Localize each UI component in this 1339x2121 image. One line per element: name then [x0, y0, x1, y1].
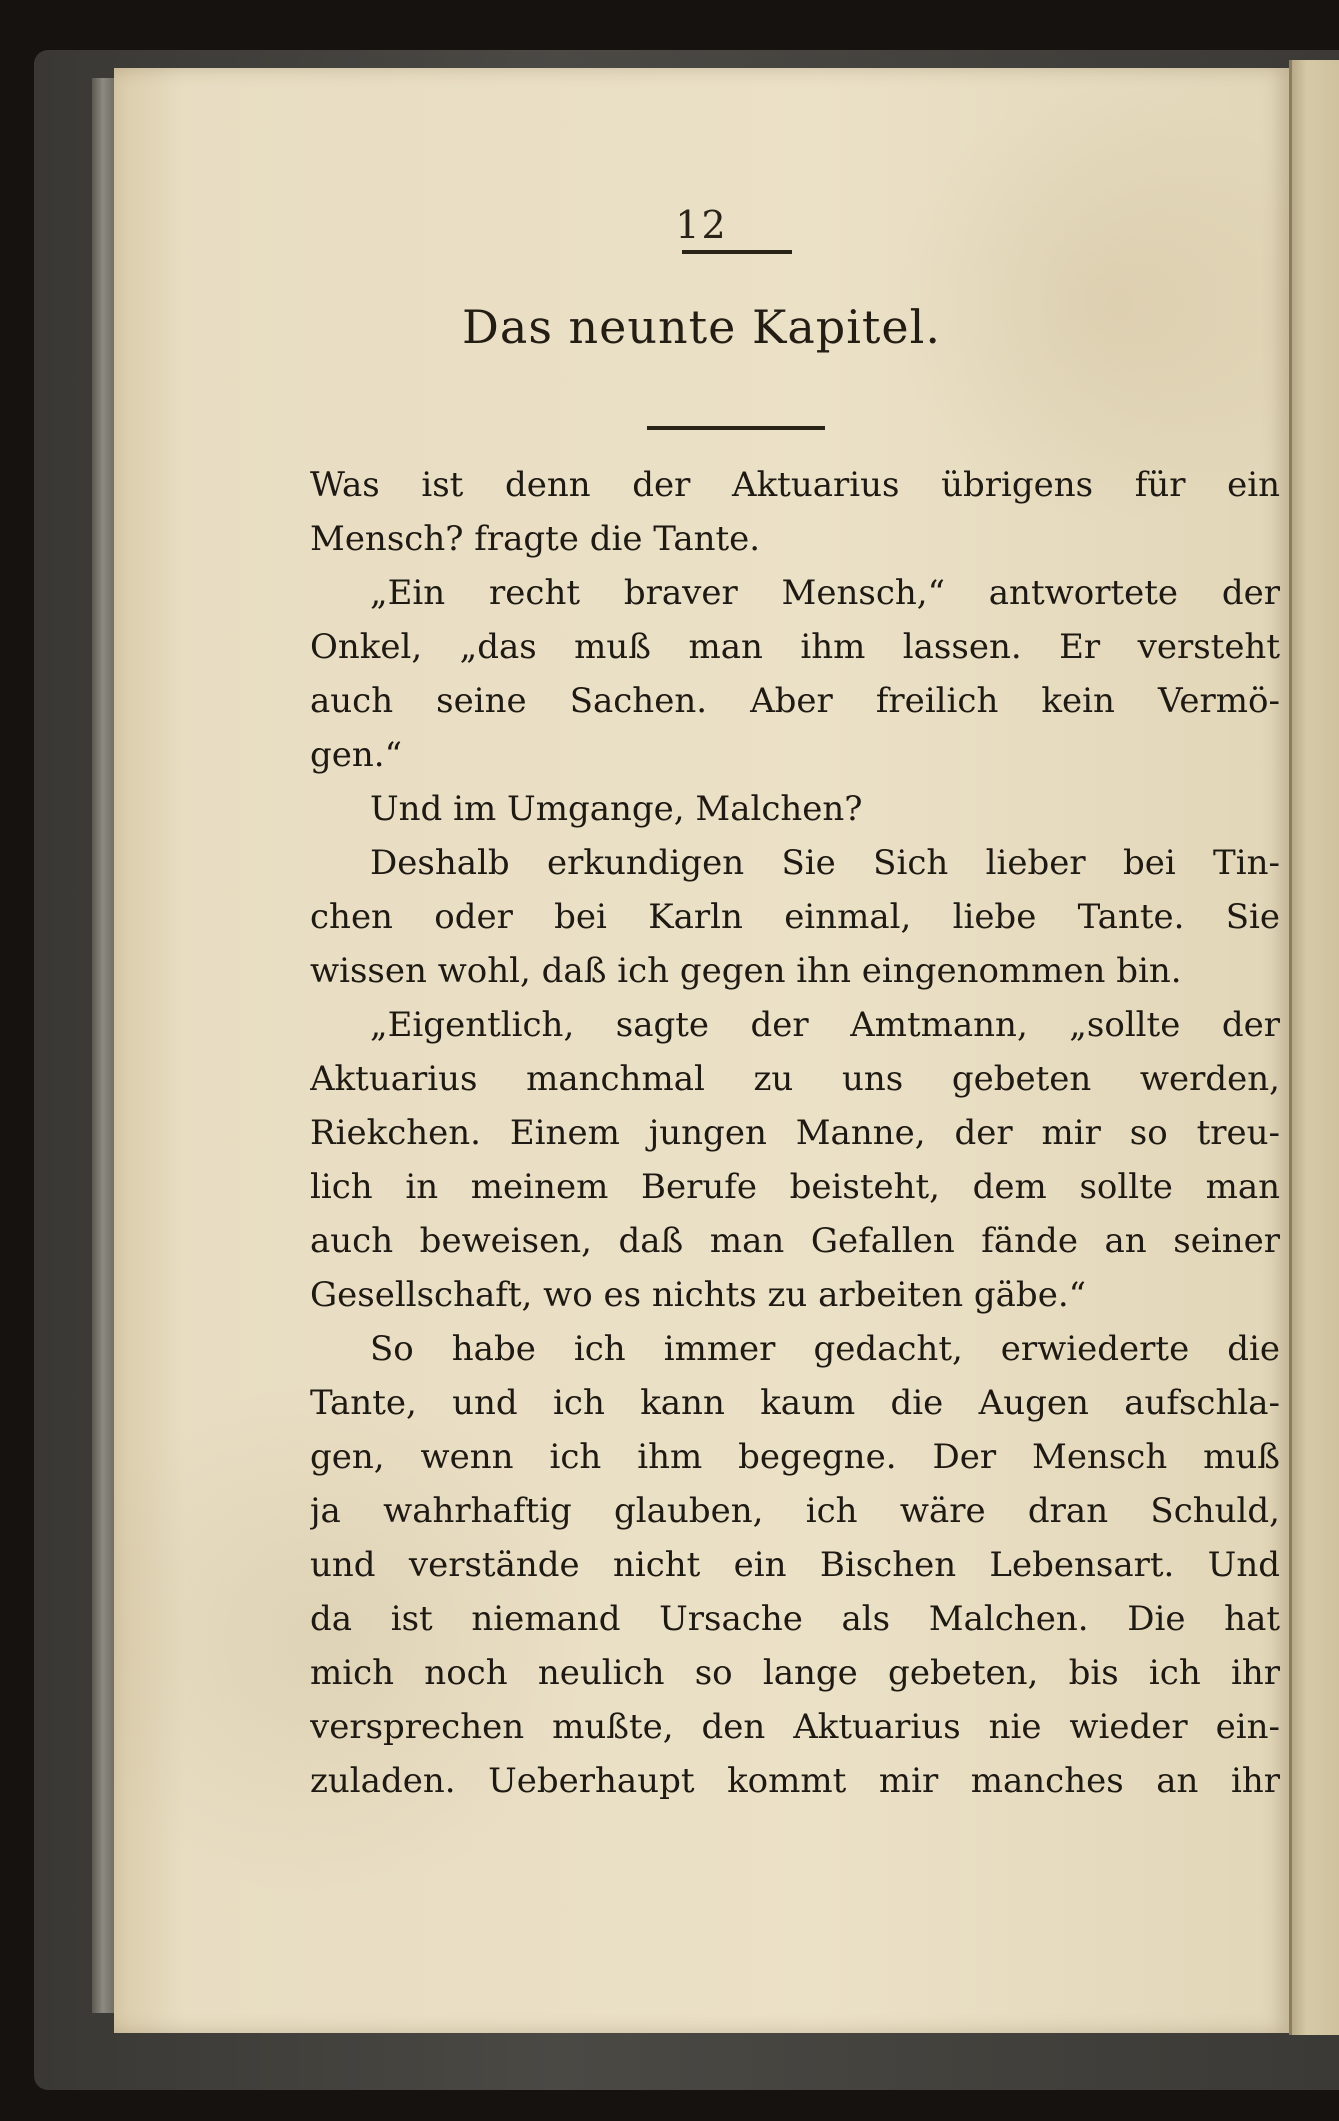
text-line: Onkel, „das muß man ihm lassen. Er versteht — [310, 627, 1280, 667]
facing-page-edge — [1289, 60, 1339, 2035]
book-page — [114, 68, 1289, 2033]
text-line: Deshalb erkundigen Sie Sich lieber bei Tin- — [370, 843, 1280, 883]
text-line: auch beweisen, daß man Gefallen fände an seiner — [310, 1221, 1280, 1261]
text-line: mich noch neulich so lange gebeten, bis ich ihr — [310, 1653, 1280, 1693]
text-line: Aktuarius manchmal zu uns gebeten werden, — [310, 1059, 1280, 1099]
text-line: So habe ich immer gedacht, erwiederte die — [370, 1329, 1280, 1369]
book-spine-edge — [92, 78, 116, 2013]
text-line: „Ein recht braver Mensch,“ antwortete der — [370, 573, 1280, 613]
text-line: gen, wenn ich ihm begegne. Der Mensch muß — [310, 1437, 1280, 1477]
page-number: 12 — [675, 203, 728, 247]
text-line: „Eigentlich, sagte der Amtmann, „sollte der — [370, 1005, 1280, 1045]
text-line: Und im Umgange, Malchen? — [370, 789, 863, 829]
text-line: versprechen mußte, den Aktuarius nie wieder ein- — [310, 1707, 1280, 1747]
text-line: Tante, und ich kann kaum die Augen aufschla- — [310, 1383, 1280, 1423]
body-text — [310, 458, 1280, 1808]
text-line: da ist niemand Ursache als Malchen. Die hat — [310, 1599, 1280, 1639]
text-line: zuladen. Ueberhaupt kommt mir manches an ihr — [310, 1761, 1280, 1801]
text-line: Riekchen. Einem jungen Manne, der mir so treu- — [310, 1113, 1280, 1153]
text-line: chen oder bei Karln einmal, liebe Tante. Sie — [310, 897, 1280, 937]
text-line: Mensch? fragte die Tante. — [310, 519, 761, 559]
text-line: ja wahrhaftig glauben, ich wäre dran Schuld, — [310, 1491, 1280, 1531]
text-line: Was ist denn der Aktuarius übrigens für ein — [310, 465, 1280, 505]
text-line: auch seine Sachen. Aber freilich kein Vermö- — [310, 681, 1280, 721]
text-line: und verstände nicht ein Bischen Lebensart. Und — [310, 1545, 1280, 1585]
chapter-title: Das neunte Kapitel. — [462, 300, 941, 354]
chapter-title-rule — [647, 426, 825, 430]
text-line: Gesellschaft, wo es nichts zu arbeiten gäbe.“ — [310, 1275, 1087, 1315]
page-number-rule — [682, 250, 792, 254]
text-line: lich in meinem Berufe beisteht, dem sollte man — [310, 1167, 1280, 1207]
text-line: wissen wohl, daß ich gegen ihn eingenommen bin. — [310, 951, 1182, 991]
text-line: gen.“ — [310, 735, 402, 775]
